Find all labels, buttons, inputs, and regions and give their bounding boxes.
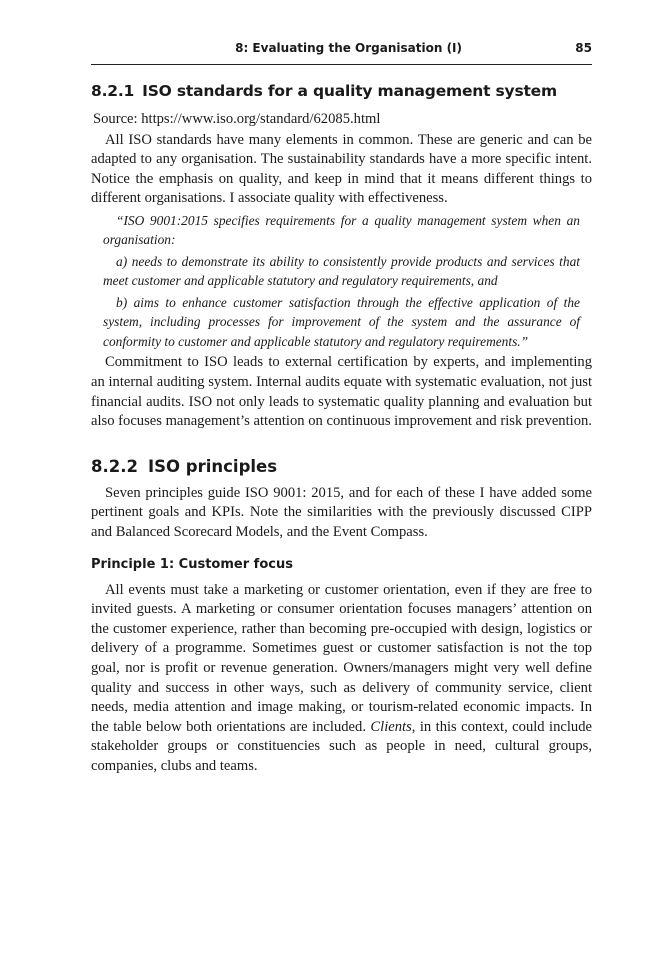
section-heading-8-2-1 <box>91 80 592 102</box>
page-content <box>91 80 592 777</box>
running-title: 8: Evaluating the Organisation (I) <box>235 41 462 55</box>
quote-item-a: a) needs to demonstrate its ability to consistently provide products and services that meet customer and applicable statutory and regulatory requirements, and <box>103 253 580 289</box>
block-quote <box>91 211 592 352</box>
source-line: Source: https://www.iso.org/standard/62085.html <box>93 111 381 127</box>
section-title: ISO standards for a quality management system <box>142 82 557 100</box>
text-run: , in this context, could include stakeholder groups or constituencies such as people in need, cultural groups, companies, clubs and teams. <box>91 718 592 774</box>
section-number: 8.2.1 <box>91 82 135 100</box>
paragraph: All ISO standards have many elements in common. These are generic and can be adapted to any organisation. The sustainability standards have a more specific intent. Notice the emphasis on quality, and keep in mind that it means different things to different organisations. I associate quality with effectiveness. <box>91 131 592 207</box>
section-number: 8.2.2 <box>91 456 138 476</box>
text-run: All events must take a marketing or customer orientation, even if they are free to invited guests. A marketing or consumer orientation focuses managers’ attention on the customer experience, rather than becoming pre-occupied with design, logistics or delivery of a programme. Sometimes guest or customer satisfaction is not the top goal, nor is profit or revenue generation. Owners/managers might very well define quality and success in other ways, such as delivery of community service, client needs, media attention and image making, or tourism-related economic impacts. In the table below both orientations are included. <box>91 581 592 735</box>
paragraph: Seven principles guide ISO 9001: 2015, and for each of these I have added some pertinent goals and KPIs. Note the similarities with the previously discussed CIPP and Balanced Scorecard Models, and the Event Compass. <box>91 484 592 541</box>
page-number: 85 <box>575 41 592 55</box>
section-title: ISO principles <box>147 456 278 476</box>
principle-heading: Principle 1: Customer focus <box>91 556 293 572</box>
header-rule <box>91 64 592 65</box>
emphasis-clients: Clients <box>370 718 412 735</box>
quote-item-b: b) aims to enhance customer satisfaction through the effective application of the system, including processes for improvement of the system and the assurance of conformity to customer and applicable statutory and regulatory requirements.” <box>103 294 580 349</box>
paragraph <box>91 581 592 777</box>
section-heading-8-2-2 <box>91 456 592 478</box>
paragraph: Commitment to ISO leads to external certification by experts, and implementing an internal auditing system. Internal audits equate with systematic evaluation, not just financial audits. ISO not only leads to systematic quality planning and evaluation but also focuses management’s attention on continuous improvement and risk prevention. <box>91 354 592 430</box>
quote-line: “ISO 9001:2015 specifies requirements for a quality management system when an organisation: <box>103 212 580 248</box>
